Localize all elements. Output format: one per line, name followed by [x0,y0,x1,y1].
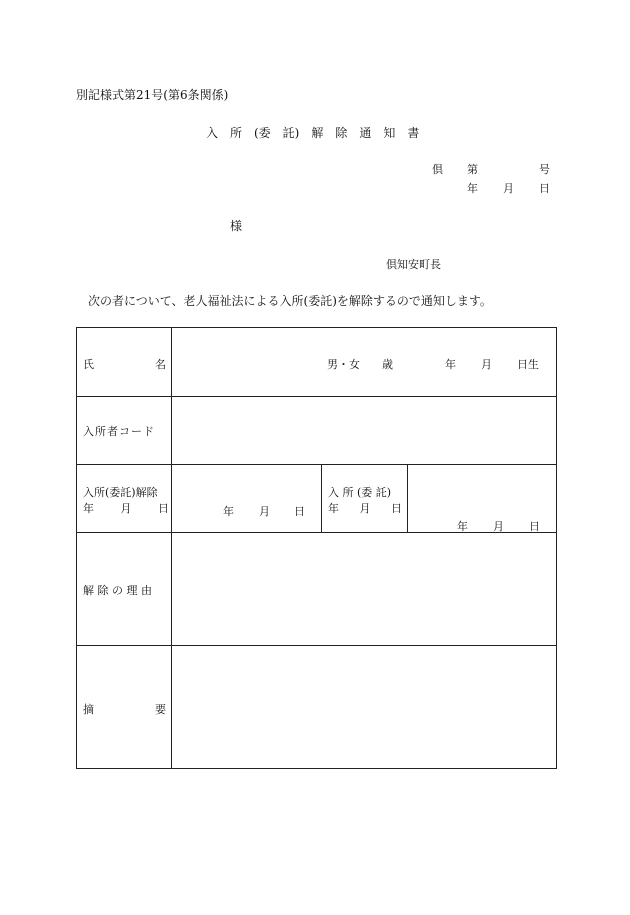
release-date-label-month: 月 [120,502,132,515]
birth-month: 月 [481,358,492,371]
remarks-label-left: 摘 [83,703,94,716]
form-number: 別記様式第21号(第6条関係) [76,88,229,102]
admission-date-label [328,484,402,516]
issue-date-month: 月 [503,182,514,195]
release-date-label-line2 [83,500,169,516]
body-text: 次の者について、老人福祉法による入所(委託)を解除するので通知します。 [88,294,492,308]
doc-number-go: 号 [539,163,550,176]
name-label-left: 氏 [83,358,94,371]
birth-year: 年 [445,358,456,371]
admission-date-year: 年 [457,520,468,533]
reason-label: 解 除 の 理 由 [83,584,152,597]
sex-age: 男・女 歳 [327,358,393,371]
issuer: 倶知安町長 [386,258,441,271]
admission-date-label-year: 年 [328,502,339,515]
birth-day: 日生 [517,358,539,371]
admission-date-label-line1: 入 所 (委 託) [328,486,392,499]
admission-date-label-day: 日 [391,502,402,515]
issue-date-year: 年 [467,182,478,195]
remarks-label-right: 要 [155,703,166,716]
release-notice-table [76,327,557,769]
release-date-month: 月 [259,505,270,518]
admission-date-month: 月 [493,520,504,533]
release-date-label [83,484,169,516]
release-date-year: 年 [223,505,234,518]
name-label-right: 名 [155,358,166,371]
admission-date-day: 日 [529,520,540,533]
doc-number-dai: 第 [467,163,478,176]
admission-date-label-month: 月 [359,502,371,515]
resident-code-label: 入所者コード [83,425,155,438]
release-date-label-day: 日 [158,502,169,515]
release-date-label-year: 年 [83,502,94,515]
release-date-day: 日 [294,505,305,518]
document-title: 入 所 (委 託) 解 除 通 知 書 [206,126,420,140]
issue-date-day: 日 [539,182,550,195]
addressee-suffix: 様 [230,219,243,233]
release-date-label-line1: 入所(委託)解除 [83,486,158,499]
admission-date-label-line2 [328,500,402,516]
doc-number-prefix: 倶 [432,163,443,176]
